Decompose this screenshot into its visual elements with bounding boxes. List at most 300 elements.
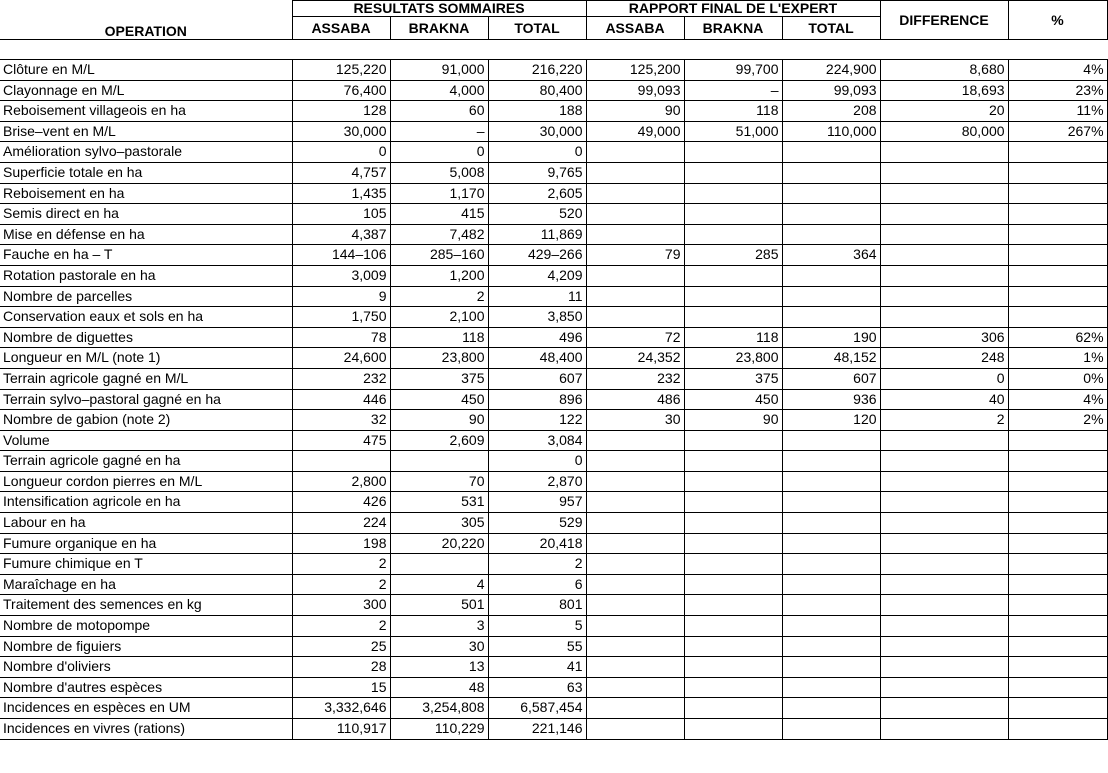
percent-cell: 11% [1008, 101, 1107, 122]
percent-cell: 0% [1008, 368, 1107, 389]
operation-cell: Rotation pastorale en ha [0, 265, 292, 286]
difference-cell [880, 595, 1008, 616]
operation-cell: Nombre de figuiers [0, 636, 292, 657]
difference-cell: 80,000 [880, 121, 1008, 142]
table-row [0, 492, 1107, 513]
spacer-row [0, 40, 1107, 60]
rf-assaba-cell [586, 492, 684, 513]
rf-brakna-cell [684, 183, 782, 204]
rs-total-cell: 221,146 [488, 719, 586, 740]
rs-brakna-header: BRAKNA [390, 17, 488, 40]
rs-assaba-cell: 25 [292, 636, 390, 657]
operation-cell: Terrain agricole gagné en ha [0, 451, 292, 472]
rf-brakna-cell [684, 719, 782, 740]
rs-assaba-cell: 3,009 [292, 265, 390, 286]
rf-total-cell: 99,093 [782, 80, 880, 101]
rf-total-cell [782, 719, 880, 740]
rs-assaba-cell: 128 [292, 101, 390, 122]
rs-assaba-cell: 30,000 [292, 121, 390, 142]
rs-brakna-cell [390, 554, 488, 575]
percent-cell: 62% [1008, 327, 1107, 348]
rf-assaba-cell: 99,093 [586, 80, 684, 101]
rs-total-header: TOTAL [488, 17, 586, 40]
rf-brakna-cell [684, 616, 782, 637]
table-row [0, 80, 1107, 101]
percent-cell: 4% [1008, 389, 1107, 410]
rf-assaba-cell: 125,200 [586, 60, 684, 81]
rs-brakna-cell: 3,254,808 [390, 698, 488, 719]
rs-assaba-cell: 110,917 [292, 719, 390, 740]
rs-assaba-cell: 28 [292, 657, 390, 678]
rs-assaba-cell: 475 [292, 430, 390, 451]
table-row [0, 142, 1107, 163]
rs-total-cell: 4,209 [488, 265, 586, 286]
rs-assaba-cell: 76,400 [292, 80, 390, 101]
difference-cell [880, 513, 1008, 534]
rf-total-cell [782, 533, 880, 554]
rf-total-cell [782, 286, 880, 307]
rf-total-cell [782, 492, 880, 513]
operation-cell: Conservation eaux et sols en ha [0, 307, 292, 328]
rs-total-cell: 607 [488, 368, 586, 389]
rf-total-cell [782, 636, 880, 657]
percent-cell [1008, 636, 1107, 657]
rs-total-cell: 801 [488, 595, 586, 616]
rs-total-cell: 80,400 [488, 80, 586, 101]
rf-assaba-cell [586, 307, 684, 328]
difference-cell: 8,680 [880, 60, 1008, 81]
difference-cell [880, 533, 1008, 554]
table-row [0, 698, 1107, 719]
rs-total-cell: 2,870 [488, 471, 586, 492]
table-row [0, 121, 1107, 142]
difference-cell: 18,693 [880, 80, 1008, 101]
percent-cell [1008, 595, 1107, 616]
rs-brakna-cell: 3 [390, 616, 488, 637]
rf-total-cell [782, 554, 880, 575]
operation-cell: Volume [0, 430, 292, 451]
operation-cell: Nombre de motopompe [0, 616, 292, 637]
rf-brakna-cell [684, 636, 782, 657]
rs-assaba-cell: 198 [292, 533, 390, 554]
rs-assaba-cell: 9 [292, 286, 390, 307]
rf-assaba-cell [586, 677, 684, 698]
rs-brakna-cell: 415 [390, 204, 488, 225]
difference-cell [880, 307, 1008, 328]
rf-assaba-cell [586, 698, 684, 719]
rs-total-cell: 63 [488, 677, 586, 698]
table-row [0, 513, 1107, 534]
spacer-cell [0, 40, 1107, 60]
rs-assaba-cell: 2,800 [292, 471, 390, 492]
rs-total-cell: 2 [488, 554, 586, 575]
rf-brakna-cell: 90 [684, 410, 782, 431]
rs-assaba-cell: 0 [292, 142, 390, 163]
rs-assaba-cell [292, 451, 390, 472]
table-row [0, 307, 1107, 328]
operation-cell: Maraîchage en ha [0, 574, 292, 595]
rf-assaba-cell [586, 451, 684, 472]
rf-brakna-cell: 118 [684, 101, 782, 122]
table-row [0, 451, 1107, 472]
difference-cell [880, 719, 1008, 740]
rs-assaba-cell: 300 [292, 595, 390, 616]
rf-brakna-cell [684, 554, 782, 575]
rs-total-cell: 41 [488, 657, 586, 678]
rf-brakna-cell [684, 657, 782, 678]
rs-assaba-cell: 24,600 [292, 348, 390, 369]
table-row [0, 224, 1107, 245]
rs-total-cell: 20,418 [488, 533, 586, 554]
operation-cell: Fumure organique en ha [0, 533, 292, 554]
percent-cell [1008, 430, 1107, 451]
percent-cell [1008, 616, 1107, 637]
rf-assaba-cell [586, 183, 684, 204]
difference-cell [880, 677, 1008, 698]
operation-cell: Labour en ha [0, 513, 292, 534]
percent-header: % [1008, 1, 1107, 40]
rf-assaba-cell: 24,352 [586, 348, 684, 369]
rs-total-cell: 0 [488, 451, 586, 472]
rf-assaba-cell [586, 142, 684, 163]
rs-assaba-cell: 1,750 [292, 307, 390, 328]
table-row [0, 286, 1107, 307]
operation-cell: Amélioration sylvo–pastorale [0, 142, 292, 163]
rf-brakna-cell: 375 [684, 368, 782, 389]
rs-brakna-cell: 450 [390, 389, 488, 410]
rf-brakna-header: BRAKNA [684, 17, 782, 40]
rs-brakna-cell: 13 [390, 657, 488, 678]
rf-brakna-cell: 285 [684, 245, 782, 266]
rf-assaba-cell [586, 513, 684, 534]
percent-cell [1008, 471, 1107, 492]
rs-brakna-cell [390, 451, 488, 472]
resultats-sommaires-header: RESULTATS SOMMAIRES [292, 1, 586, 17]
rs-brakna-cell: 285–160 [390, 245, 488, 266]
rs-brakna-cell: 7,482 [390, 224, 488, 245]
operation-cell: Semis direct en ha [0, 204, 292, 225]
rf-assaba-cell [586, 533, 684, 554]
rf-total-cell [782, 307, 880, 328]
rs-total-cell: 0 [488, 142, 586, 163]
rs-assaba-cell: 32 [292, 410, 390, 431]
operation-cell: Fauche en ha – T [0, 245, 292, 266]
rf-total-cell [782, 451, 880, 472]
difference-cell [880, 142, 1008, 163]
table-row [0, 327, 1107, 348]
rf-total-cell: 224,900 [782, 60, 880, 81]
percent-cell [1008, 204, 1107, 225]
rf-total-cell [782, 265, 880, 286]
percent-cell [1008, 224, 1107, 245]
rf-total-cell: 120 [782, 410, 880, 431]
rf-total-cell [782, 183, 880, 204]
rf-total-cell [782, 698, 880, 719]
difference-cell [880, 554, 1008, 575]
percent-cell [1008, 265, 1107, 286]
difference-cell [880, 657, 1008, 678]
rs-brakna-cell: 501 [390, 595, 488, 616]
rf-assaba-cell [586, 471, 684, 492]
rs-total-cell: 48,400 [488, 348, 586, 369]
rf-assaba-cell [586, 595, 684, 616]
rf-brakna-cell [684, 492, 782, 513]
rf-brakna-cell [684, 471, 782, 492]
difference-header: DIFFERENCE [880, 1, 1008, 40]
operation-cell: Incidences en espèces en UM [0, 698, 292, 719]
rs-total-cell: 11 [488, 286, 586, 307]
difference-cell [880, 183, 1008, 204]
operation-cell: Nombre de diguettes [0, 327, 292, 348]
operation-cell: Terrain sylvo–pastoral gagné en ha [0, 389, 292, 410]
difference-cell [880, 616, 1008, 637]
percent-cell: 1% [1008, 348, 1107, 369]
rs-brakna-cell: 2,609 [390, 430, 488, 451]
percent-cell: 2% [1008, 410, 1107, 431]
rs-assaba-header: ASSABA [292, 17, 390, 40]
difference-cell [880, 204, 1008, 225]
rf-total-cell [782, 142, 880, 163]
rs-total-cell: 957 [488, 492, 586, 513]
rf-assaba-cell [586, 430, 684, 451]
rf-total-cell [782, 224, 880, 245]
rf-total-cell [782, 430, 880, 451]
percent-cell [1008, 554, 1107, 575]
rs-total-cell: 9,765 [488, 162, 586, 183]
rf-brakna-cell: 23,800 [684, 348, 782, 369]
rs-total-cell: 429–266 [488, 245, 586, 266]
rs-total-cell: 11,869 [488, 224, 586, 245]
table-row [0, 101, 1107, 122]
rf-assaba-cell [586, 162, 684, 183]
rf-total-cell [782, 657, 880, 678]
rs-brakna-cell: 375 [390, 368, 488, 389]
table-row [0, 245, 1107, 266]
percent-cell [1008, 286, 1107, 307]
table-row [0, 162, 1107, 183]
rf-brakna-cell [684, 513, 782, 534]
table-row [0, 183, 1107, 204]
percent-cell: 4% [1008, 60, 1107, 81]
rs-total-cell: 520 [488, 204, 586, 225]
operation-cell: Superficie totale en ha [0, 162, 292, 183]
rs-assaba-cell: 125,220 [292, 60, 390, 81]
percent-cell [1008, 451, 1107, 472]
operation-cell: Clayonnage en M/L [0, 80, 292, 101]
rf-total-cell [782, 595, 880, 616]
rf-total-cell [782, 677, 880, 698]
table-row [0, 595, 1107, 616]
rf-total-header: TOTAL [782, 17, 880, 40]
rf-assaba-cell: 30 [586, 410, 684, 431]
table-row [0, 60, 1107, 81]
rf-brakna-cell: 118 [684, 327, 782, 348]
rf-total-cell [782, 513, 880, 534]
rf-assaba-cell: 232 [586, 368, 684, 389]
table-row [0, 430, 1107, 451]
table-row [0, 471, 1107, 492]
percent-cell [1008, 183, 1107, 204]
rs-total-cell: 896 [488, 389, 586, 410]
rs-brakna-cell: 48 [390, 677, 488, 698]
rs-brakna-cell: 4 [390, 574, 488, 595]
table-body [0, 40, 1107, 740]
rs-assaba-cell: 426 [292, 492, 390, 513]
rf-total-cell [782, 162, 880, 183]
table-row [0, 677, 1107, 698]
difference-cell [880, 698, 1008, 719]
rf-assaba-cell [586, 554, 684, 575]
percent-cell [1008, 142, 1107, 163]
rs-assaba-cell: 4,387 [292, 224, 390, 245]
rs-brakna-cell: 90 [390, 410, 488, 431]
rf-assaba-cell: 49,000 [586, 121, 684, 142]
rf-total-cell [782, 616, 880, 637]
rs-brakna-cell: 110,229 [390, 719, 488, 740]
rf-assaba-cell: 72 [586, 327, 684, 348]
rf-brakna-cell [684, 677, 782, 698]
operation-cell: Fumure chimique en T [0, 554, 292, 575]
rs-assaba-cell: 144–106 [292, 245, 390, 266]
rs-brakna-cell: 20,220 [390, 533, 488, 554]
rs-brakna-cell: 2 [390, 286, 488, 307]
rf-assaba-cell [586, 204, 684, 225]
rs-brakna-cell: 305 [390, 513, 488, 534]
rf-brakna-cell: – [684, 80, 782, 101]
rf-brakna-cell [684, 224, 782, 245]
table-row [0, 636, 1107, 657]
rf-brakna-cell [684, 698, 782, 719]
percent-cell: 23% [1008, 80, 1107, 101]
rs-brakna-cell: 2,100 [390, 307, 488, 328]
rf-brakna-cell [684, 265, 782, 286]
percent-cell [1008, 245, 1107, 266]
rs-total-cell: 122 [488, 410, 586, 431]
operation-cell: Nombre de gabion (note 2) [0, 410, 292, 431]
rs-brakna-cell: 30 [390, 636, 488, 657]
rs-brakna-cell: 118 [390, 327, 488, 348]
rs-assaba-cell: 446 [292, 389, 390, 410]
difference-cell [880, 636, 1008, 657]
rf-assaba-cell: 79 [586, 245, 684, 266]
difference-cell: 306 [880, 327, 1008, 348]
rs-assaba-cell: 1,435 [292, 183, 390, 204]
difference-cell [880, 162, 1008, 183]
operation-cell: Reboisement en ha [0, 183, 292, 204]
rs-brakna-cell: 23,800 [390, 348, 488, 369]
table-row [0, 410, 1107, 431]
rf-brakna-cell [684, 307, 782, 328]
table-row [0, 204, 1107, 225]
rf-assaba-cell: 90 [586, 101, 684, 122]
difference-cell: 0 [880, 368, 1008, 389]
rf-assaba-cell [586, 657, 684, 678]
operation-cell: Clôture en M/L [0, 60, 292, 81]
rs-assaba-cell: 2 [292, 554, 390, 575]
percent-cell: 267% [1008, 121, 1107, 142]
difference-cell [880, 492, 1008, 513]
rs-total-cell: 496 [488, 327, 586, 348]
operation-cell: Brise–vent en M/L [0, 121, 292, 142]
operation-cell: Intensification agricole en ha [0, 492, 292, 513]
difference-cell [880, 430, 1008, 451]
rs-total-cell: 188 [488, 101, 586, 122]
rf-brakna-cell [684, 574, 782, 595]
difference-cell [880, 224, 1008, 245]
rs-brakna-cell: 0 [390, 142, 488, 163]
difference-cell [880, 245, 1008, 266]
operation-cell: Longueur en M/L (note 1) [0, 348, 292, 369]
percent-cell [1008, 533, 1107, 554]
rs-assaba-cell: 15 [292, 677, 390, 698]
difference-cell: 2 [880, 410, 1008, 431]
rf-total-cell: 936 [782, 389, 880, 410]
rf-total-cell [782, 471, 880, 492]
difference-cell: 20 [880, 101, 1008, 122]
operation-cell: Longueur cordon pierres en M/L [0, 471, 292, 492]
difference-cell [880, 471, 1008, 492]
rs-brakna-cell: 91,000 [390, 60, 488, 81]
table-row [0, 265, 1107, 286]
rf-assaba-cell [586, 224, 684, 245]
rs-assaba-cell: 4,757 [292, 162, 390, 183]
rf-brakna-cell [684, 142, 782, 163]
difference-cell [880, 451, 1008, 472]
rf-brakna-cell: 51,000 [684, 121, 782, 142]
rf-brakna-cell: 99,700 [684, 60, 782, 81]
table-row [0, 533, 1107, 554]
operation-cell: Traitement des semences en kg [0, 595, 292, 616]
percent-cell [1008, 719, 1107, 740]
operation-cell: Nombre d'oliviers [0, 657, 292, 678]
rf-assaba-cell [586, 616, 684, 637]
rf-brakna-cell [684, 451, 782, 472]
table-row [0, 389, 1107, 410]
rf-total-cell [782, 574, 880, 595]
difference-cell [880, 286, 1008, 307]
rf-assaba-cell [586, 574, 684, 595]
difference-cell: 248 [880, 348, 1008, 369]
operation-cell: Mise en défense en ha [0, 224, 292, 245]
rf-brakna-cell [684, 162, 782, 183]
rs-brakna-cell: 60 [390, 101, 488, 122]
difference-cell [880, 265, 1008, 286]
percent-cell [1008, 492, 1107, 513]
rf-brakna-cell [684, 533, 782, 554]
rs-total-cell: 3,084 [488, 430, 586, 451]
rs-total-cell: 3,850 [488, 307, 586, 328]
percent-cell [1008, 677, 1107, 698]
difference-cell: 40 [880, 389, 1008, 410]
rf-total-cell: 364 [782, 245, 880, 266]
table-row [0, 368, 1107, 389]
rf-brakna-cell [684, 286, 782, 307]
percent-cell [1008, 162, 1107, 183]
rs-total-cell: 55 [488, 636, 586, 657]
operation-cell: Incidences en vivres (rations) [0, 719, 292, 740]
rf-brakna-cell [684, 204, 782, 225]
rf-assaba-cell [586, 265, 684, 286]
difference-cell [880, 574, 1008, 595]
rs-assaba-cell: 2 [292, 574, 390, 595]
rs-brakna-cell: 1,170 [390, 183, 488, 204]
operation-cell: Nombre de parcelles [0, 286, 292, 307]
rs-brakna-cell: 70 [390, 471, 488, 492]
rs-assaba-cell: 224 [292, 513, 390, 534]
rs-total-cell: 2,605 [488, 183, 586, 204]
rs-brakna-cell: 5,008 [390, 162, 488, 183]
rf-total-cell: 48,152 [782, 348, 880, 369]
